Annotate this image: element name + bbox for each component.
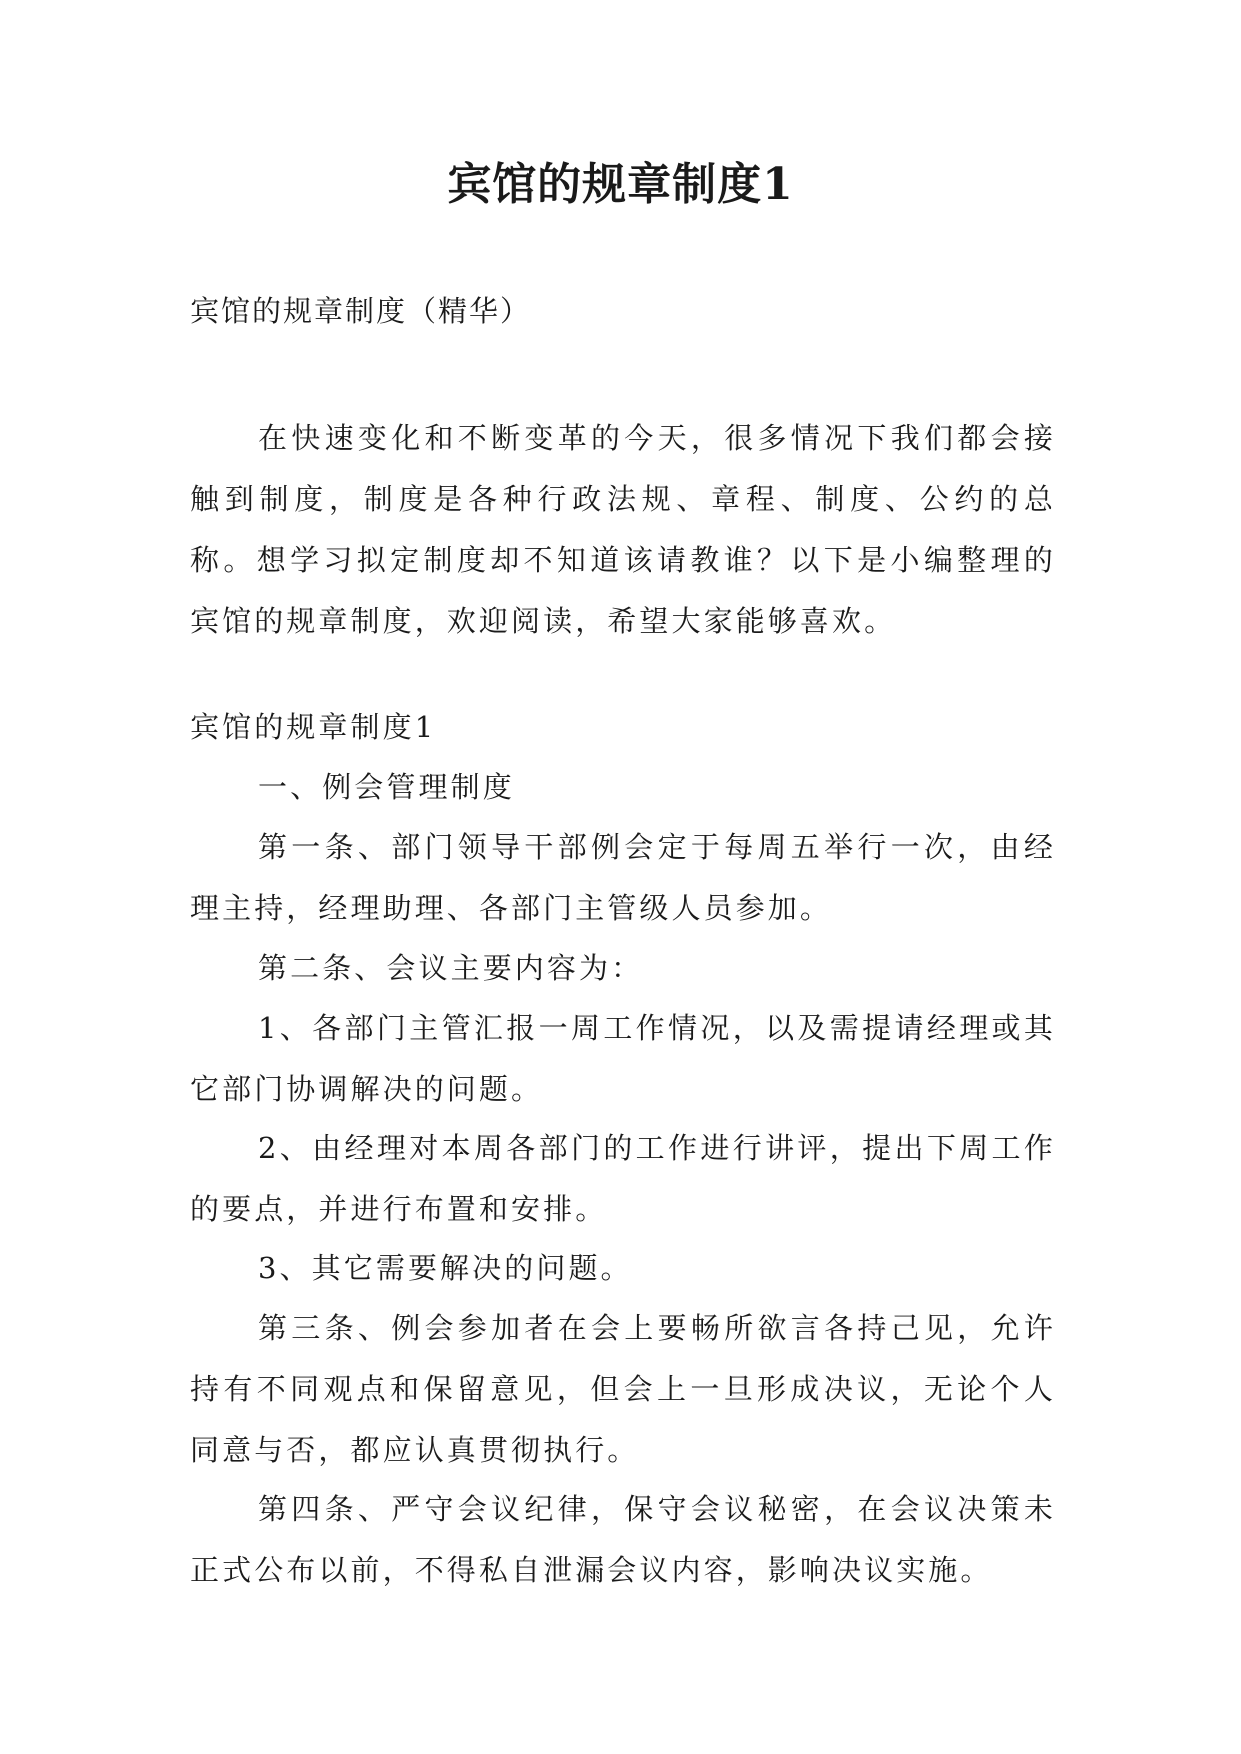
section-heading: 宾馆的规章制度1: [190, 710, 437, 744]
document-subtitle: 宾馆的规章制度（精华）: [190, 294, 532, 328]
list-item-2: 2、由经理对本周各部门的工作进行讲评，提出下周工作的要点，并进行布置和安排。: [190, 1131, 1056, 1226]
list-item-3: 3、其它需要解决的问题。: [258, 1251, 633, 1285]
section-1-title: 一、例会管理制度: [258, 770, 515, 804]
intro-paragraph: 在快速变化和不断变革的今天，很多情况下我们都会接触到制度，制度是各种行政法规、章程、制度、公约的总称。想学习拟定制度却不知道该请教谁？以下是小编整理的宾馆的规章制度，欢迎阅读，希望大家能够喜欢。: [190, 421, 1056, 638]
article-2: 第二条、会议主要内容为：: [258, 951, 644, 985]
article-3: 第三条、例会参加者在会上要畅所欲言各持己见，允许持有不同观点和保留意见，但会上一旦形成决议，无论个人同意与否，都应认真贯彻执行。: [190, 1311, 1056, 1467]
article-1: 第一条、部门领导干部例会定于每周五举行一次，由经理主持，经理助理、各部门主管级人员参加。: [190, 830, 1056, 925]
list-item-1: 1、各部门主管汇报一周工作情况，以及需提请经理或其它部门协调解决的问题。: [190, 1011, 1056, 1106]
document-title: 宾馆的规章制度1: [447, 159, 794, 210]
article-4: 第四条、严守会议纪律，保守会议秘密，在会议决策未正式公布以前，不得私自泄漏会议内容，影响决议实施。: [190, 1492, 1056, 1587]
